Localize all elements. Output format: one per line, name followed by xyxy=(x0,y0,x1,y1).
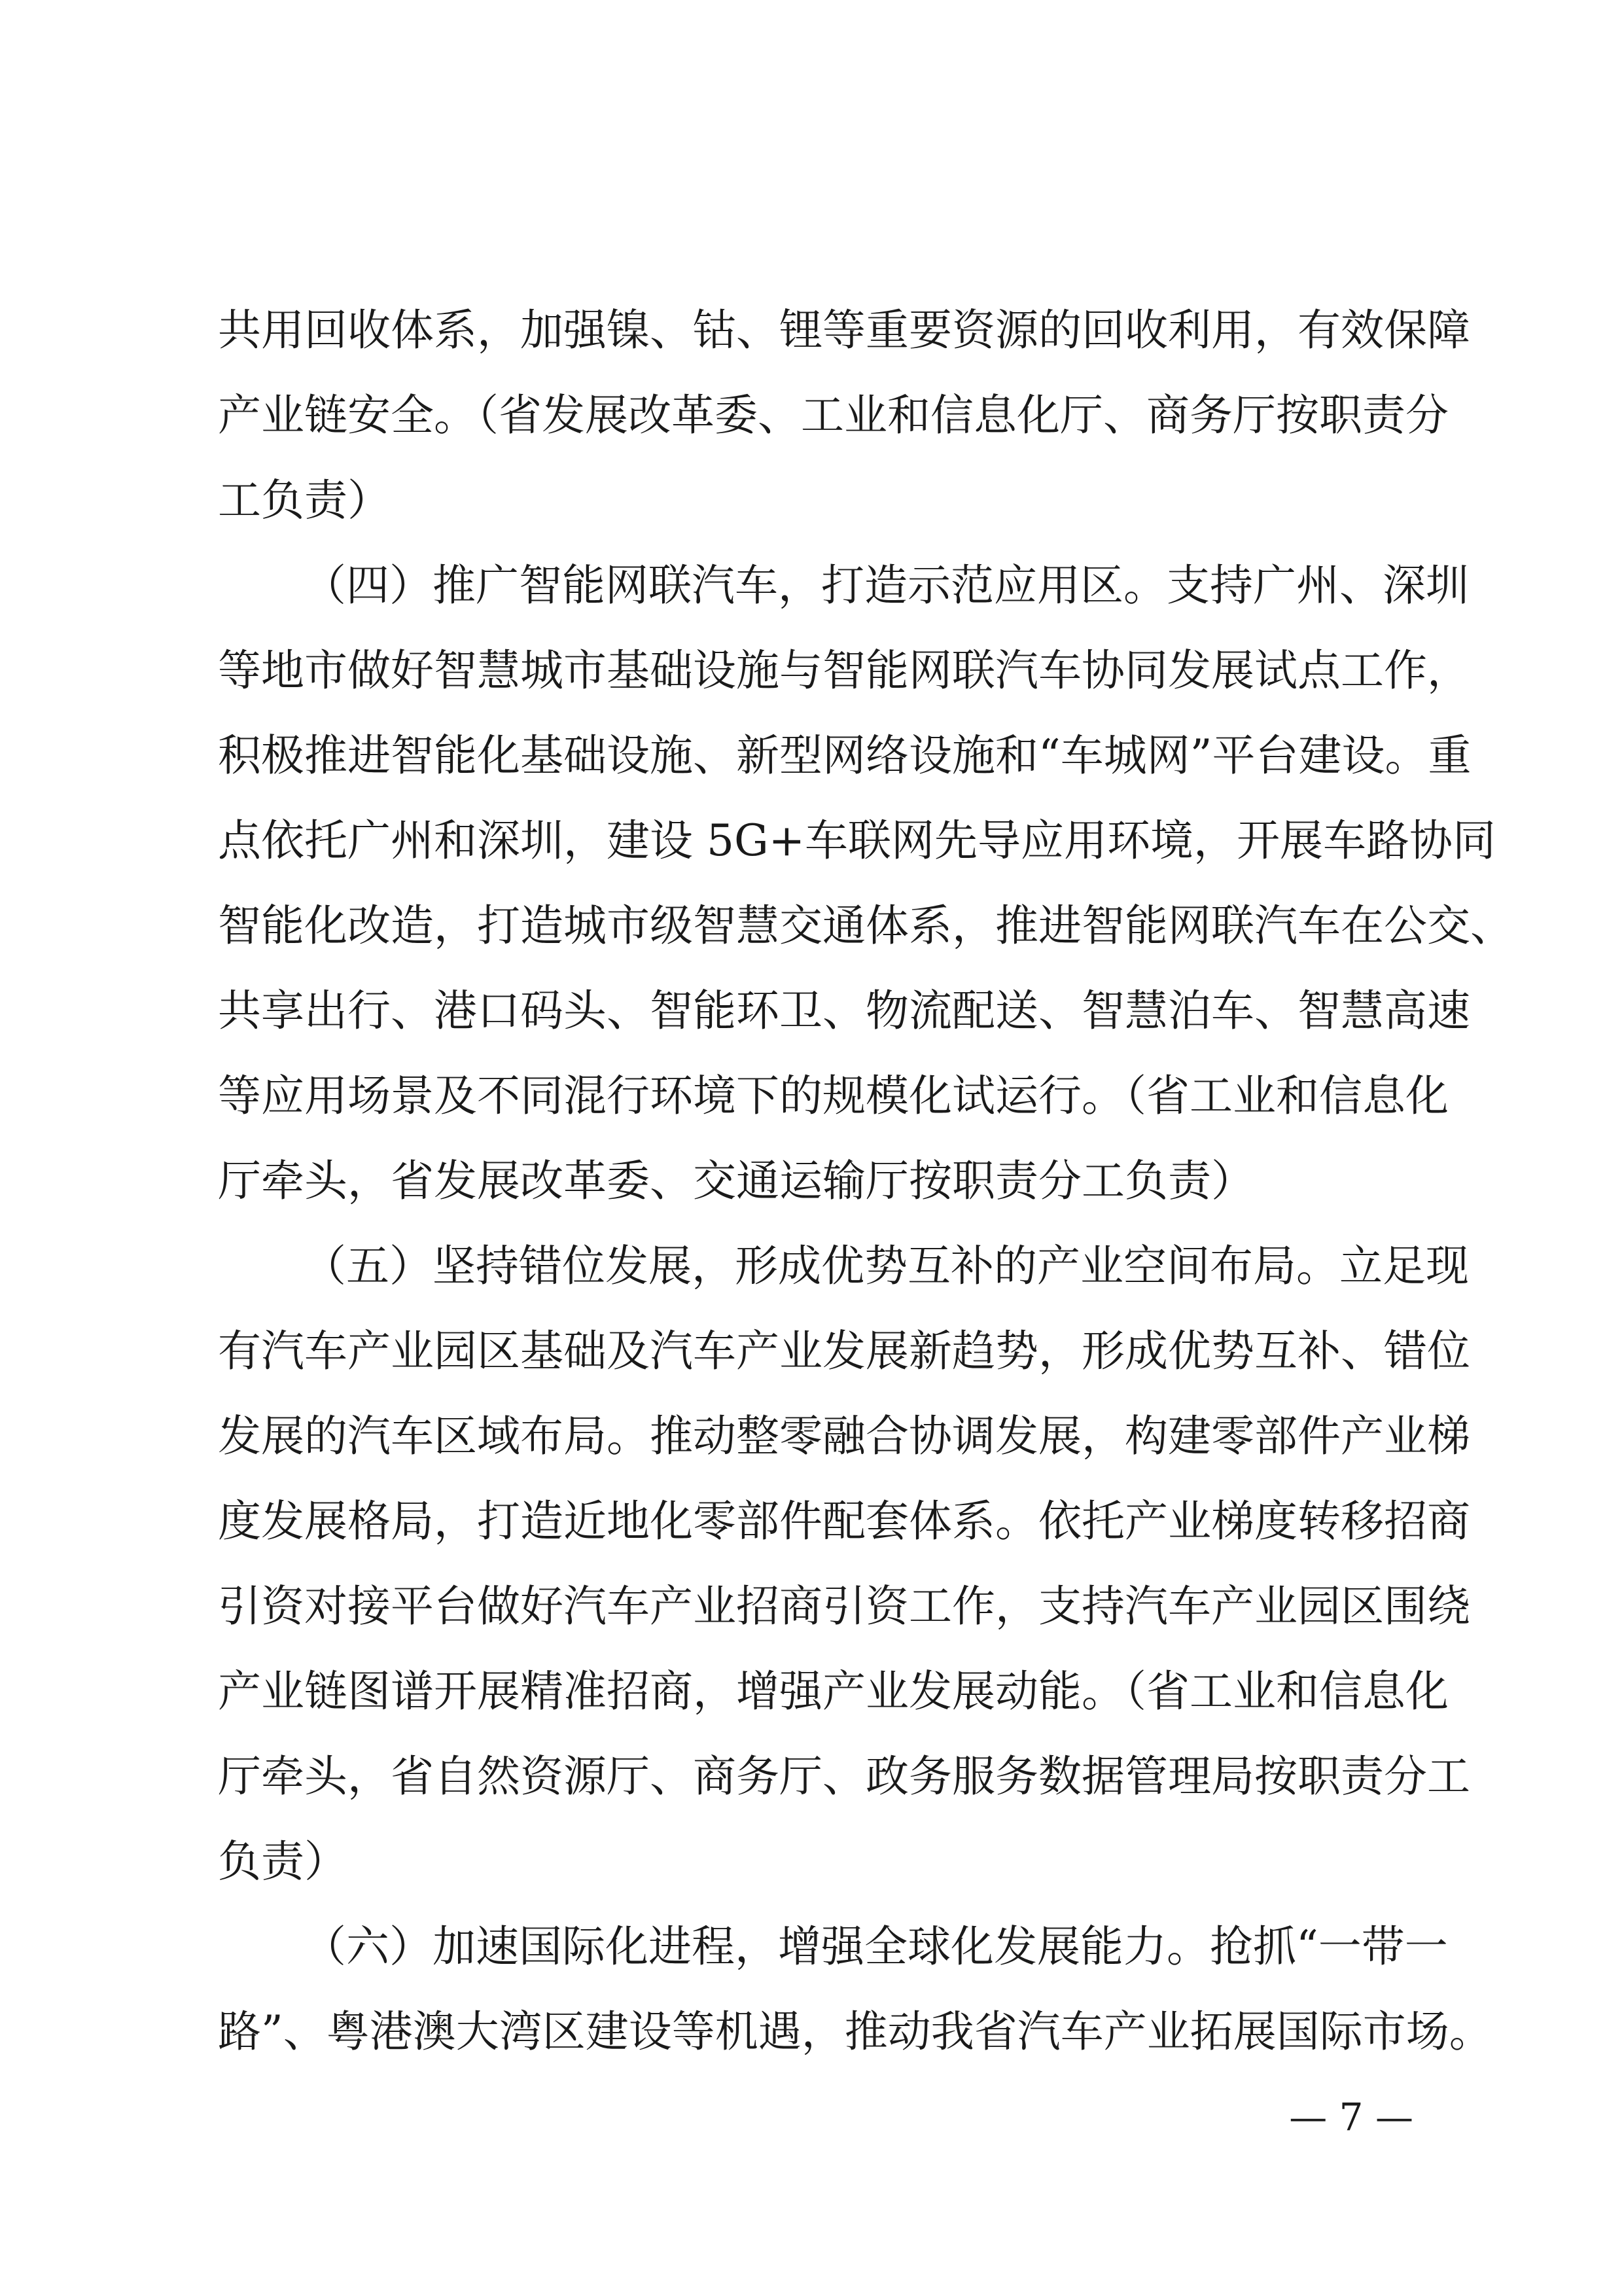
body-text-line: 引资对接平台做好汽车产业招商引资工作，支持汽车产业园区围绕 xyxy=(218,1581,1470,1631)
body-text-line: 厅牵头，省自然资源厅、商务厅、政务服务数据管理局按职责分工 xyxy=(218,1751,1470,1802)
body-text-line: 产业链图谱开展精准招商，增强产业发展动能。（省工业和信息化 xyxy=(218,1666,1449,1717)
section-heading-line: （六）加速国际化进程，增强全球化发展能力。抢抓“一带一 xyxy=(303,1921,1448,1972)
body-text-line: 智能化改造，打造城市级智慧交通体系，推进智能网联汽车在公交、 xyxy=(218,900,1513,951)
body-text-line: 厅牵头，省发展改革委、交通运输厅按职责分工负责） xyxy=(218,1156,1254,1206)
body-text-line: 共用回收体系，加强镍、钴、锂等重要资源的回收利用，有效保障 xyxy=(218,305,1470,355)
body-text-line: 工负责） xyxy=(218,475,391,525)
body-text-line: 路”、粤港澳大湾区建设等机遇，推动我省汽车产业拓展国际市场。 xyxy=(218,2006,1492,2057)
body-text-line: 等应用场景及不同混行环境下的规模化试运行。（省工业和信息化 xyxy=(218,1071,1449,1121)
section-heading-line: （四）推广智能网联汽车，打造示范应用区。支持广州、深圳 xyxy=(303,560,1469,611)
body-text-line: 有汽车产业园区基础及汽车产业发展新趋势，形成优势互补、错位 xyxy=(218,1326,1470,1376)
body-text-line: 发展的汽车区域布局。推动整零融合协调发展，构建零部件产业梯 xyxy=(218,1411,1470,1461)
body-text-line: 负责） xyxy=(218,1836,347,1887)
body-text-line: 度发展格局，打造近地化零部件配套体系。依托产业梯度转移招商 xyxy=(218,1496,1470,1546)
body-text-line: 产业链安全。（省发展改革委、工业和信息化厅、商务厅按职责分 xyxy=(218,390,1449,440)
section-heading-line: （五）坚持错位发展，形成优势互补的产业空间布局。立足现 xyxy=(303,1241,1469,1291)
body-text-line: 共享出行、港口码头、智能环卫、物流配送、智慧泊车、智慧高速 xyxy=(218,986,1470,1036)
body-text-line: 等地市做好智慧城市基础设施与智能网联汽车协同发展试点工作， xyxy=(218,645,1470,696)
page-number: — 7 — xyxy=(1289,2095,1413,2139)
body-text-line: 积极推进智能化基础设施、新型网络设施和“车城网”平台建设。重 xyxy=(218,730,1472,781)
body-text-line: 点依托广州和深圳，建设 5G+车联网先导应用环境，开展车路协同 xyxy=(218,815,1496,866)
